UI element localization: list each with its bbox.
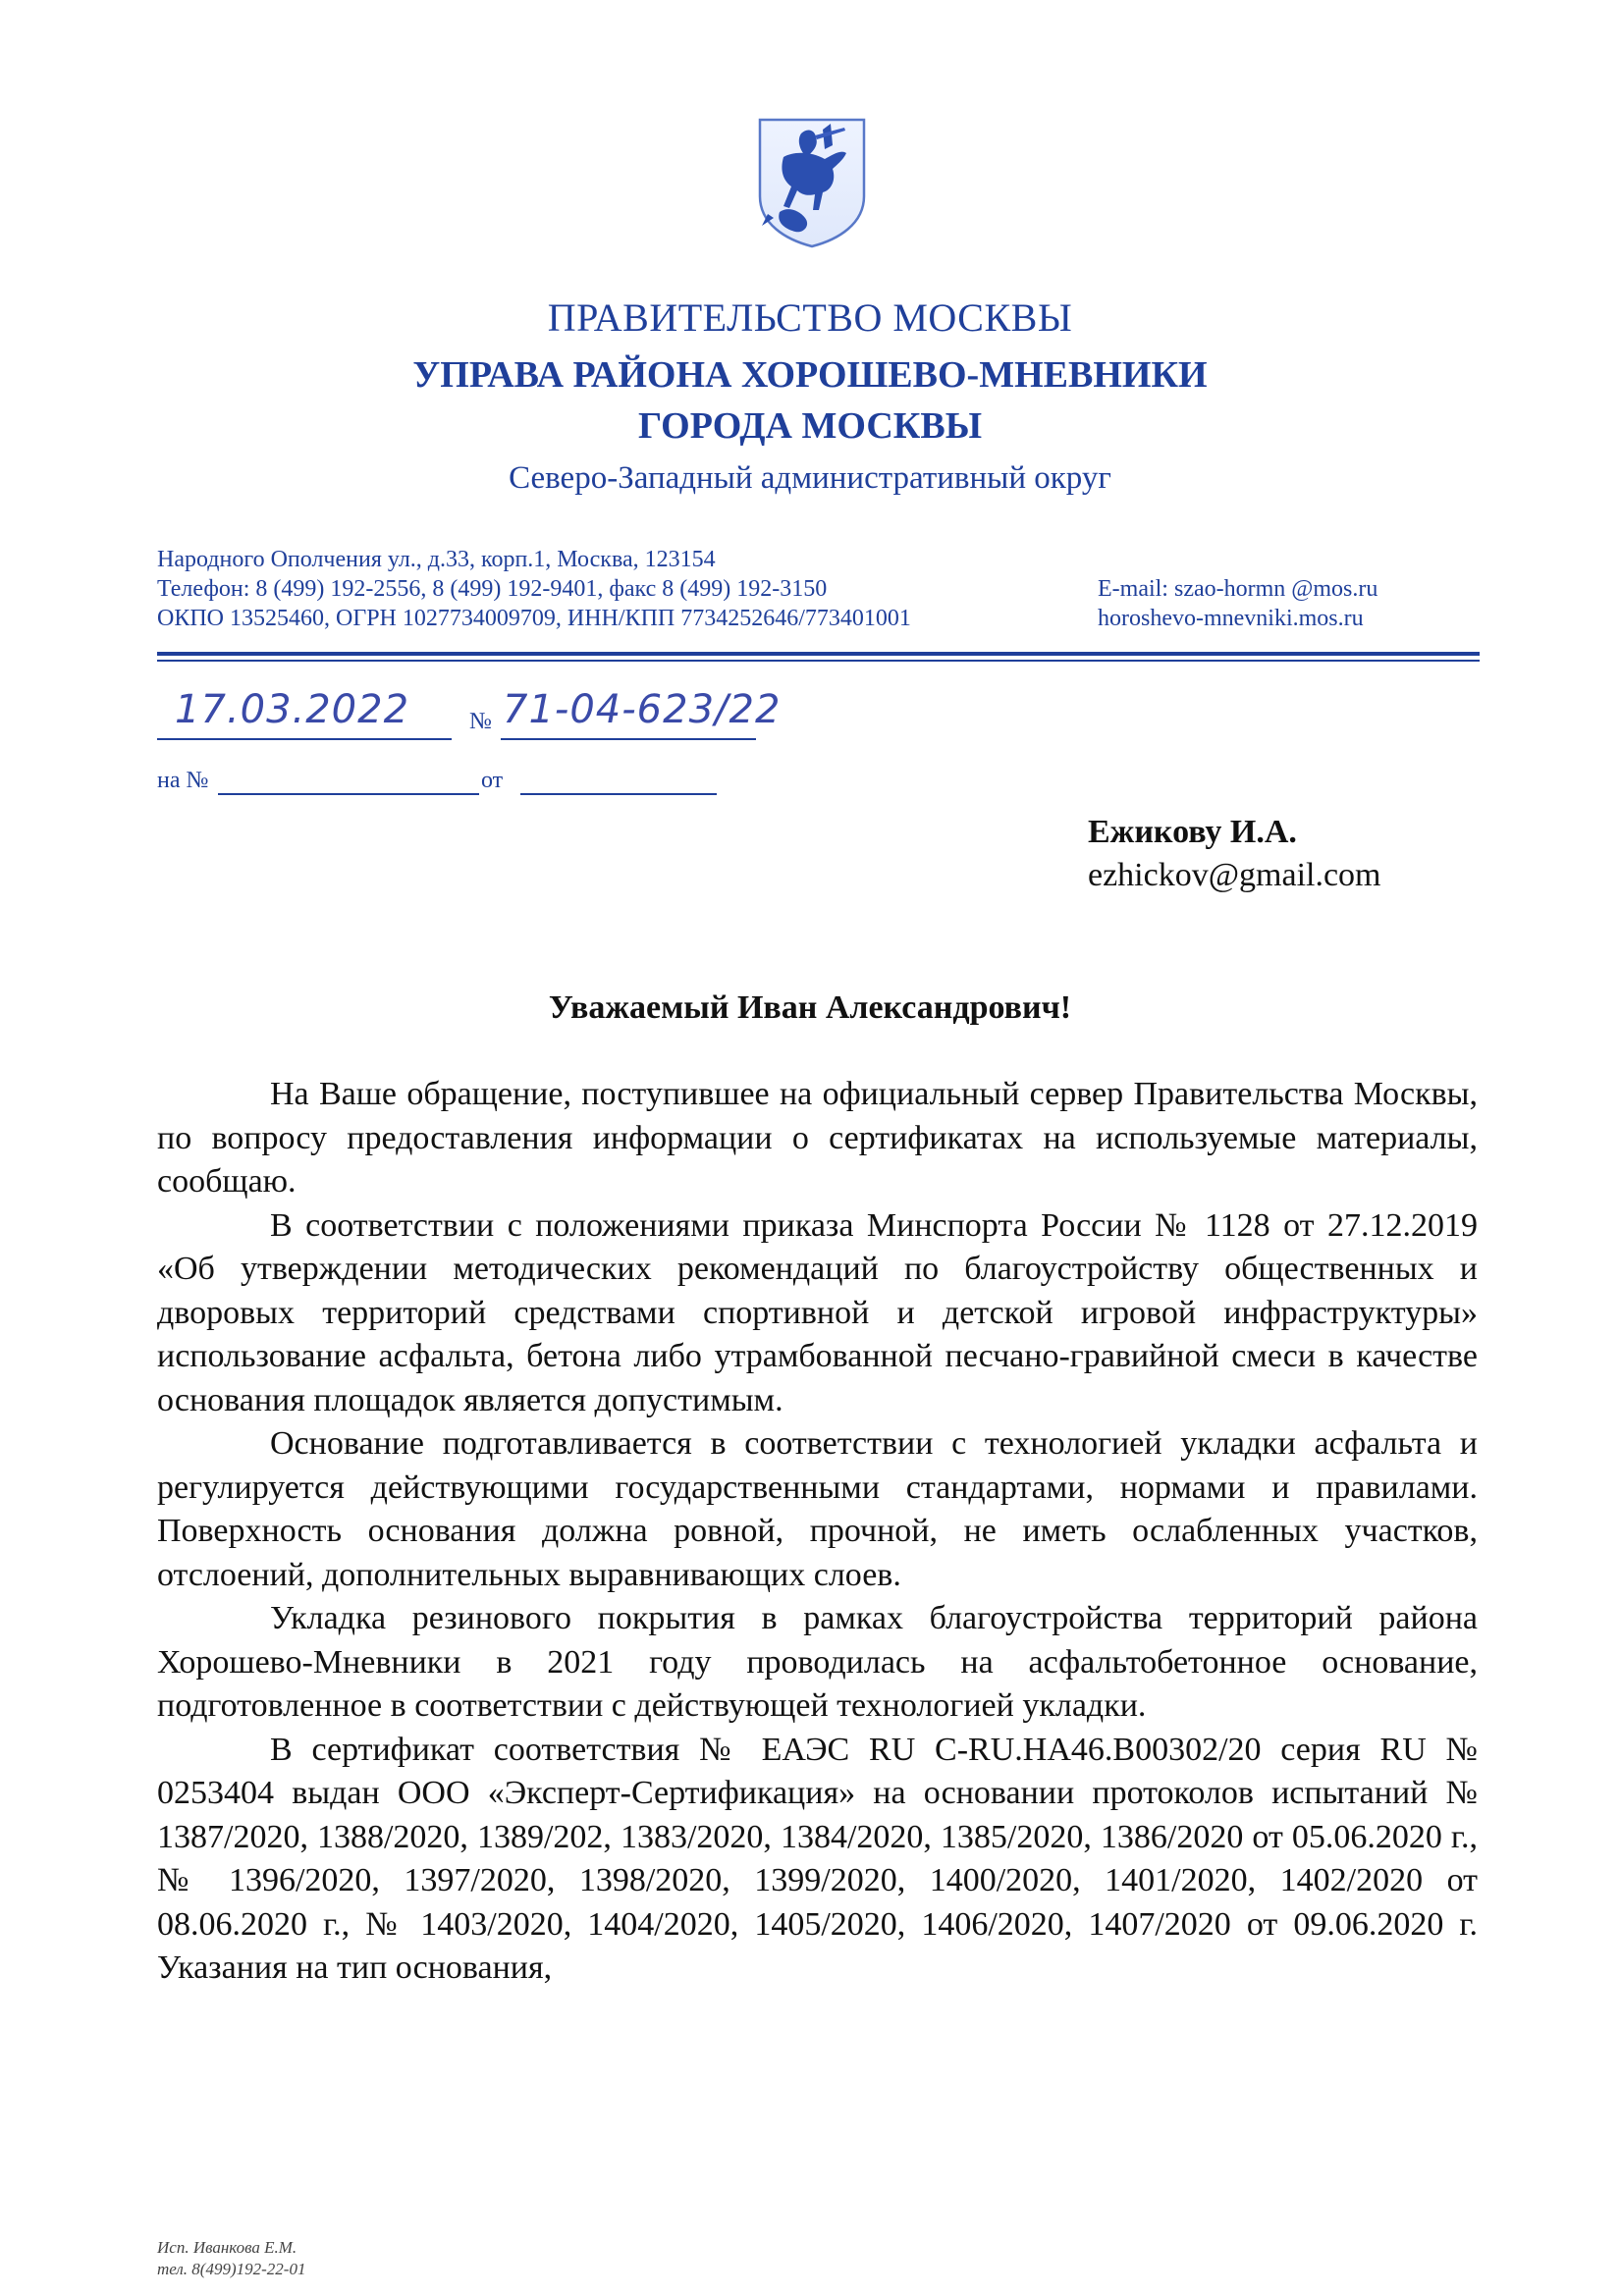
number-label: № (469, 709, 492, 734)
district-name: Северо-Западный административный округ (509, 460, 1111, 496)
government-title: ПРАВИТЕЛЬСТВО МОСКВЫ (547, 295, 1073, 340)
date-underline (157, 738, 452, 740)
organization-title-city: ГОРОДА МОСКВЫ (637, 405, 983, 447)
org-phones: Телефон: 8 (499) 192-2556, 8 (499) 192-9401, факс 8 (499) 192-3150 (157, 576, 828, 602)
moscow-coat-of-arms-icon (754, 116, 870, 249)
paragraph: На Ваше обращение, поступившее на официальный сервер Правительства Москвы, по вопросу предоставления информации о сертификатах на используемые материалы, сообщаю. (157, 1076, 1478, 1200)
contacts-left (157, 545, 911, 633)
reference-line (157, 764, 844, 803)
header-divider-thick (157, 652, 1480, 656)
reference-number-label: на № (157, 768, 209, 793)
org-address: Народного Ополчения ул., д.33, корп.1, Москва, 123154 (157, 547, 716, 572)
paragraph: Укладка резинового покрытия в рамках благоустройства территорий района Хорошево-Мневники в 2021 году проводилась на асфальтобетонное основание, подготовленное в соответствии с действующей технологией укладки. (157, 1600, 1478, 1724)
handwritten-number: 71-04-623/22 (503, 687, 782, 732)
addressee-block (1088, 811, 1381, 897)
executor-phone: тел. 8(499)192-22-01 (157, 2260, 306, 2278)
contacts-right (1098, 574, 1377, 633)
organization-title: УПРАВА РАЙОНА ХОРОШЕВО-МНЕВНИКИ (412, 354, 1208, 396)
handwritten-date: 17.03.2022 (175, 687, 410, 732)
org-email: E-mail: szao-hormn @mos.ru (1098, 576, 1378, 602)
paragraph: Основание подготавливается в соответствии с технологией укладки асфальта и регулируется действующими государственными стандартами, нормами и правилами. Поверхность основания должна ровной, прочной, не иметь ослабленных участков, отслоений, дополнительных выравнивающих слоев. (157, 1425, 1478, 1593)
paragraph: В соответствии с положениями приказа Минспорта России № 1128 от 27.12.2019 «Об утверждении методических рекомендаций по благоустройству общественных и дворовых территорий средствами спортивной и детской игровой инфраструктуры» использование асфальта, бетона либо утрамбованной песчано-гравийной смеси в качестве основания площадок является допустимым. (157, 1206, 1478, 1418)
executor-footer (157, 2237, 305, 2280)
org-website: horoshevo-mnevniki.mos.ru (1098, 606, 1364, 631)
reference-number-underline (218, 793, 479, 795)
number-underline (501, 738, 756, 740)
letter-body (157, 1073, 1478, 1991)
executor-name: Исп. Иванкова Е.М. (157, 2238, 297, 2257)
salutation: Уважаемый Иван Александрович! (548, 989, 1072, 1026)
addressee-name: Ежикову И.А. (1088, 814, 1297, 850)
reference-from-label: от (481, 768, 504, 793)
paragraph: В сертификат соответствия № ЕАЭС RU С-RU.НА46.В00302/20 серия RU № 0253404 выдан ООО «Эксперт-Сертификация» на основании протоколов испытаний № 1387/2020, 1388/2020, 1389/202, 1383/2020, 1384/2020, 1385/2020, 1386/2020 от 05.06.2020 г., № 1396/2020, 1397/2020, 1398/2020, 1399/2020, 1400/2020, 1401/2020, 1402/2020 от 08.06.2020 г., № 1403/2020, 1404/2020, 1405/2020, 1406/2020, 1407/2020 от 09.06.2020 г. Указания на тип основания, (157, 1731, 1478, 1986)
addressee-email: ezhickov@gmail.com (1088, 857, 1381, 893)
registration-line (157, 687, 844, 746)
reference-date-underline (520, 793, 717, 795)
header-divider-thin (157, 660, 1480, 662)
org-codes: ОКПО 13525460, ОГРН 1027734009709, ИНН/КПП 7734252646/773401001 (157, 606, 911, 631)
